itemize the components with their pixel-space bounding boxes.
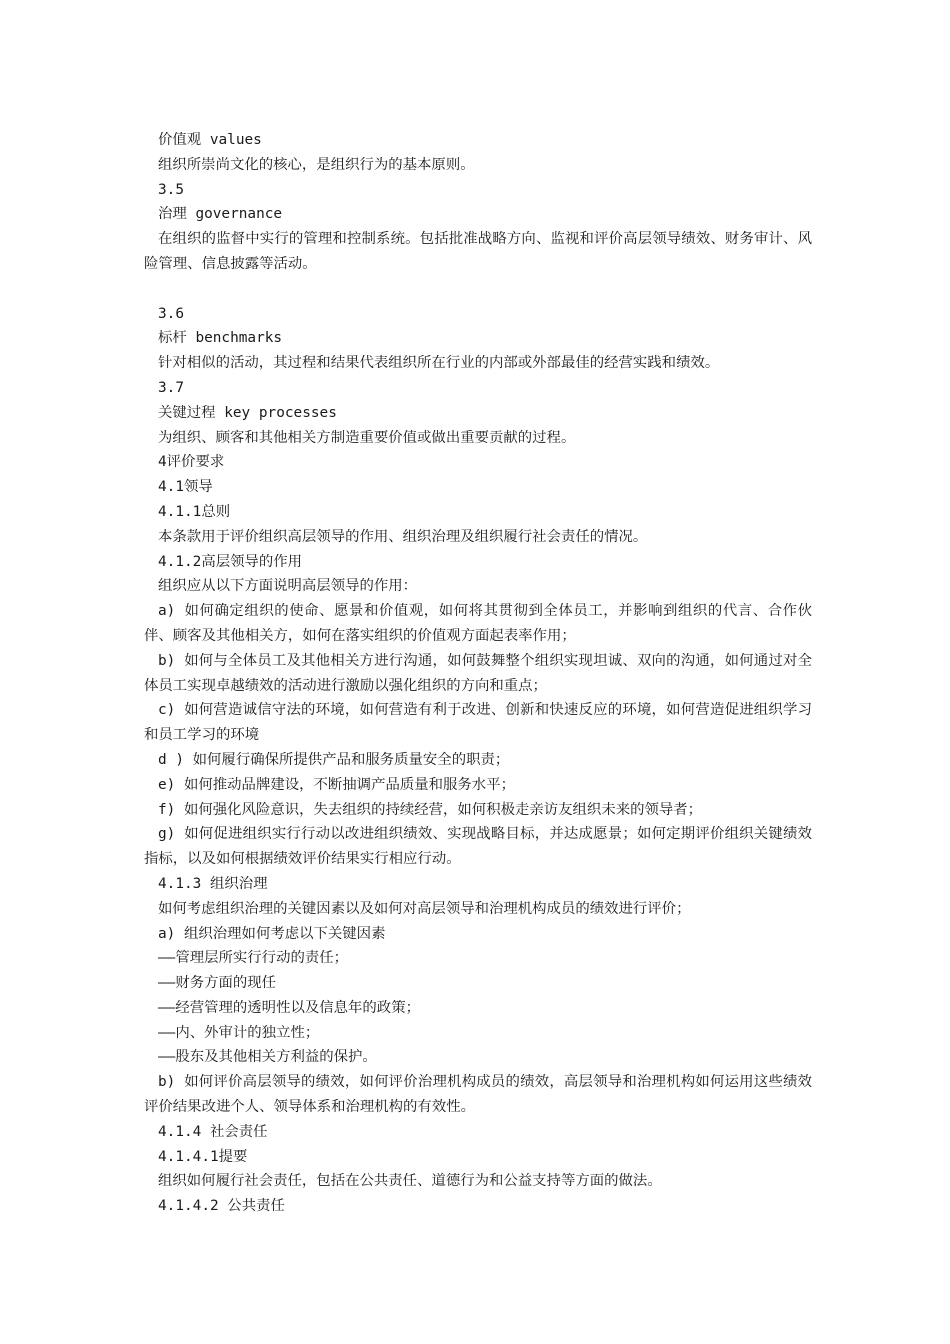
heading-4-1-1: 4.1.1总则 <box>158 503 231 520</box>
heading-4-1-4-2: 4.1.4.2 公共责任 <box>158 1198 285 1215</box>
list-item-a: a) 如何确定组织的使命、愿景和价值观，如何将其贯彻到全体员工，并影响到组织的代言、合作伙伴、顾客及其他相关方，如何在落实组织的价值观方面起表率作用； <box>144 603 812 644</box>
section-number-3-6: 3.6 <box>158 305 184 322</box>
term-values: 价值观 values <box>158 132 262 148</box>
governance-factor-2: ——财务方面的现任 <box>158 975 277 992</box>
paragraph-4-1-4-1: 组织如何履行社会责任，包括在公共责任、道德行为和公益支持等方面的做法。 <box>158 1173 662 1190</box>
heading-4-1: 4.1领导 <box>158 479 213 496</box>
term-benchmarks: 标杆 benchmarks <box>158 330 283 347</box>
section-number-3-5: 3.5 <box>158 181 184 198</box>
blank-line <box>144 277 812 302</box>
list-item-c: c) 如何营造诚信守法的环境，如何营造有利于改进、创新和快速反应的环境，如何营造促进组织学习和员工学习的环境 <box>144 702 812 744</box>
list-item-g: g) 如何促进组织实行行动以改进组织绩效、实现战略目标，并达成愿景；如何定期评价组织关键绩效指标，以及如何根据绩效评价结果实行相应行动。 <box>144 826 812 868</box>
heading-4-1-4-1: 4.1.4.1提要 <box>158 1148 248 1165</box>
governance-factor-3: ——经营管理的透明性以及信息年的政策； <box>158 999 420 1016</box>
definition-key-processes: 为组织、顾客和其他相关方制造重要价值或做出重要贡献的过程。 <box>158 429 576 446</box>
definition-governance: 在组织的监督中实行的管理和控制系统。包括批准战略方向、监视和评价高层领导绩效、财务审计、风险管理、信息披露等活动。 <box>144 231 812 272</box>
governance-factor-5: ——股东及其他相关方利益的保护。 <box>158 1049 377 1066</box>
section-number-3-7: 3.7 <box>158 379 184 396</box>
heading-4-1-3: 4.1.3 组织治理 <box>158 875 268 892</box>
heading-4-1-4: 4.1.4 社会责任 <box>158 1123 268 1140</box>
list-item-b: b) 如何与全体员工及其他相关方进行沟通，如何鼓舞整个组织实现坦诚、双向的沟通，如何通过对全体员工实现卓越绩效的活动进行激励以强化组织的方向和重点； <box>144 652 812 694</box>
heading-4: 4评价要求 <box>158 454 225 471</box>
governance-item-a: a) 组织治理如何考虑以下关键因素 <box>158 925 386 942</box>
paragraph-4-1-2-intro: 组织应从以下方面说明高层领导的作用： <box>158 578 418 595</box>
definition-values: 组织所崇尚文化的核心，是组织行为的基本原则。 <box>158 156 475 173</box>
list-item-d: d ) 如何履行确保所提供产品和服务质量安全的职责； <box>158 751 510 768</box>
paragraph-4-1-3-intro: 如何考虑组织治理的关键因素以及如何对高层领导和治理机构成员的绩效进行评价； <box>158 900 691 917</box>
list-item-e: e) 如何推动品牌建设，不断抽调产品质量和服务水平； <box>158 776 515 793</box>
heading-4-1-2: 4.1.2高层领导的作用 <box>158 553 303 570</box>
term-governance: 治理 governance <box>158 206 283 223</box>
paragraph-4-1-1: 本条款用于评价组织高层领导的作用、组织治理及组织履行社会责任的情况。 <box>158 528 648 545</box>
governance-item-b: b) 如何评价高层领导的绩效，如何评价治理机构成员的绩效，高层领导和治理机构如何运用这些绩效评价结果改进个人、领导体系和治理机构的有效性。 <box>144 1074 812 1116</box>
term-key-processes: 关键过程 key processes <box>158 404 337 421</box>
document-body <box>144 128 812 1219</box>
governance-factor-4: ——内、外审计的独立性； <box>158 1024 320 1041</box>
governance-factor-1: ——管理层所实行行动的责任； <box>158 950 349 967</box>
definition-benchmarks: 针对相似的活动，其过程和结果代表组织所在行业的内部或外部最佳的经营实践和绩效。 <box>158 355 720 372</box>
list-item-f: f) 如何强化风险意识，失去组织的持续经营，如何积极走亲访友组织未来的领导者； <box>158 801 703 818</box>
